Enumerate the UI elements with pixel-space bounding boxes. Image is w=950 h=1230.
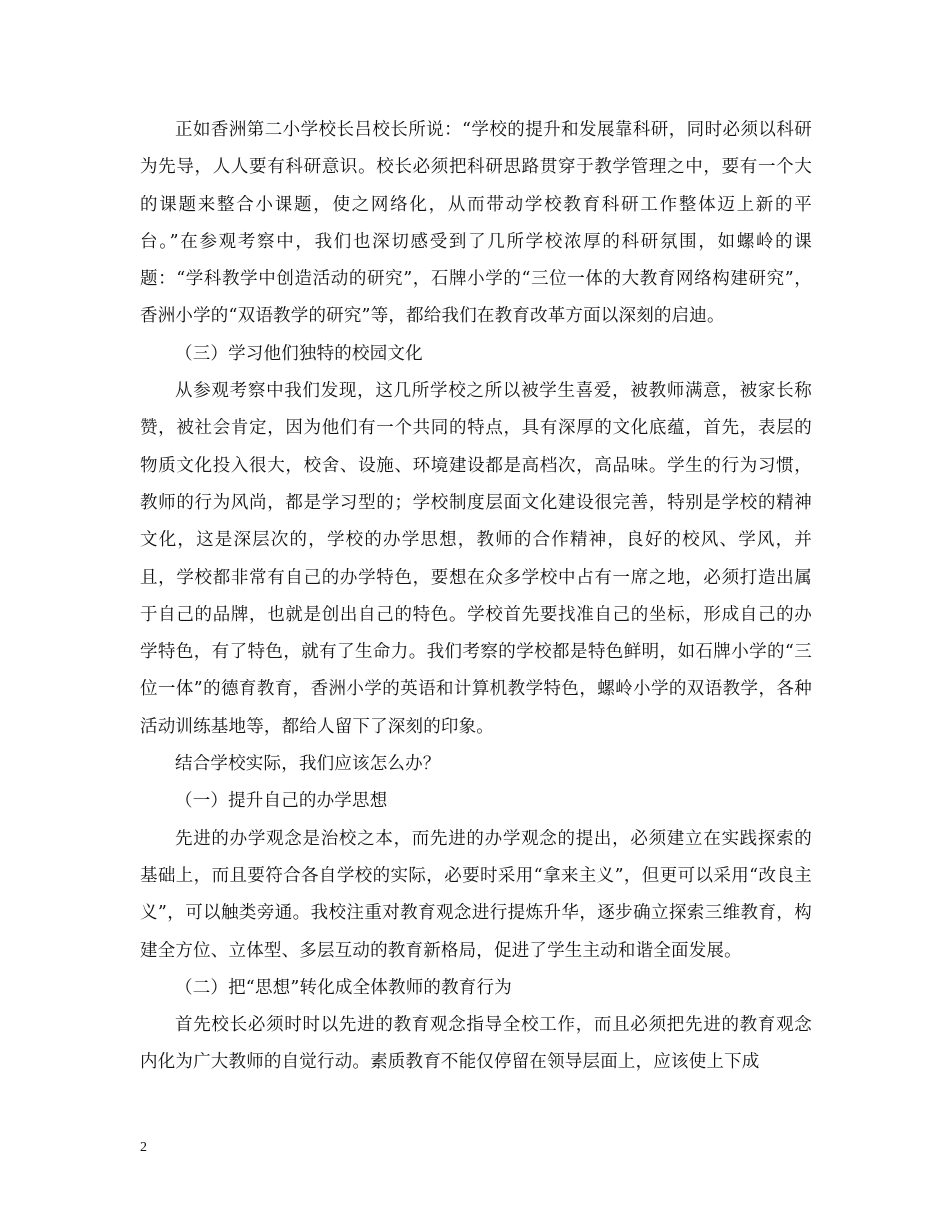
paragraph-campus-culture: 从参观考察中我们发现，这几所学校之所以被学生喜爱，被教师满意，被家长称赞，被社会肯定，因为他们有一个共同的特点，具有深厚的文化底蕴，首先，表层的物质文化投入很大，校舍、设施、环境建设都是高档次，高品味。学生的行为习惯，教师的行为风尚，都是学习型的；学校制度层面文化建设很完善，特别是学校的精神文化，这是深层次的，学校的办学思想，教师的合作精神，良好的校风、学风，并且，学校都非常有自己的办学特色，要想在众多学校中占有一席之地，必须打造出属于自己的品牌，也就是创出自己的特色。学校首先要找准自己的坐标，形成自己的办学特色，有了特色，就有了生命力。我们考察的学校都是特色鲜明，如石牌小学的“三位一体”的德育教育，香洲小学的英语和计算机教学特色，螺岭小学的双语教学，各种活动训练基地等，都给人留下了深刻的印象。 <box>140 381 812 737</box>
heading-teacher-behavior: （二）把“思想”转化成全体教师的教育行为 <box>175 977 512 998</box>
paragraph-question: 结合学校实际，我们应该怎么办？ <box>175 754 441 775</box>
page-body <box>140 112 812 1082</box>
heading-school-philosophy: （一）提升自己的办学思想 <box>175 791 388 812</box>
paragraph-teacher-behavior: 首先校长必须时时以先进的教育观念指导全校工作，而且必须把先进的教育观念内化为广大教师的自觉行动。素质教育不能仅停留在领导层面上，应该使上下成 <box>140 1015 812 1073</box>
heading-campus-culture: （三）学习他们独特的校园文化 <box>175 343 423 364</box>
paragraph-school-philosophy: 先进的办学观念是治校之本，而先进的办学观念的提出，必须建立在实践探索的基础上，而且要符合各自学校的实际，必要时采用“拿来主义”，但更可以采用“改良主义”，可以触类旁通。我校注重对教育观念进行提炼升华，逐步确立探索三维教育，构建全方位、立体型、多层互动的教育新格局，促进了学生主动和谐全面发展。 <box>140 828 812 961</box>
paragraph-research-culture: 正如香洲第二小学校长吕校长所说：“学校的提升和发展靠科研，同时必须以科研为先导，人人要有科研意识。校长必须把科研思路贯穿于教学管理之中，要有一个大的课题来整合小课题，使之网络化，从而带动学校教育科研工作整体迈上新的平台。”在参观考察中，我们也深切感受到了几所学校浓厚的科研氛围，如螺岭的课题：“学科教学中创造活动的研究”，石牌小学的“三位一体的大教育网络构建研究”，香洲小学的“双语教学的研究”等，都给我们在教育改革方面以深刻的启迪。 <box>140 120 812 327</box>
page-number: 2 <box>140 1140 147 1155</box>
